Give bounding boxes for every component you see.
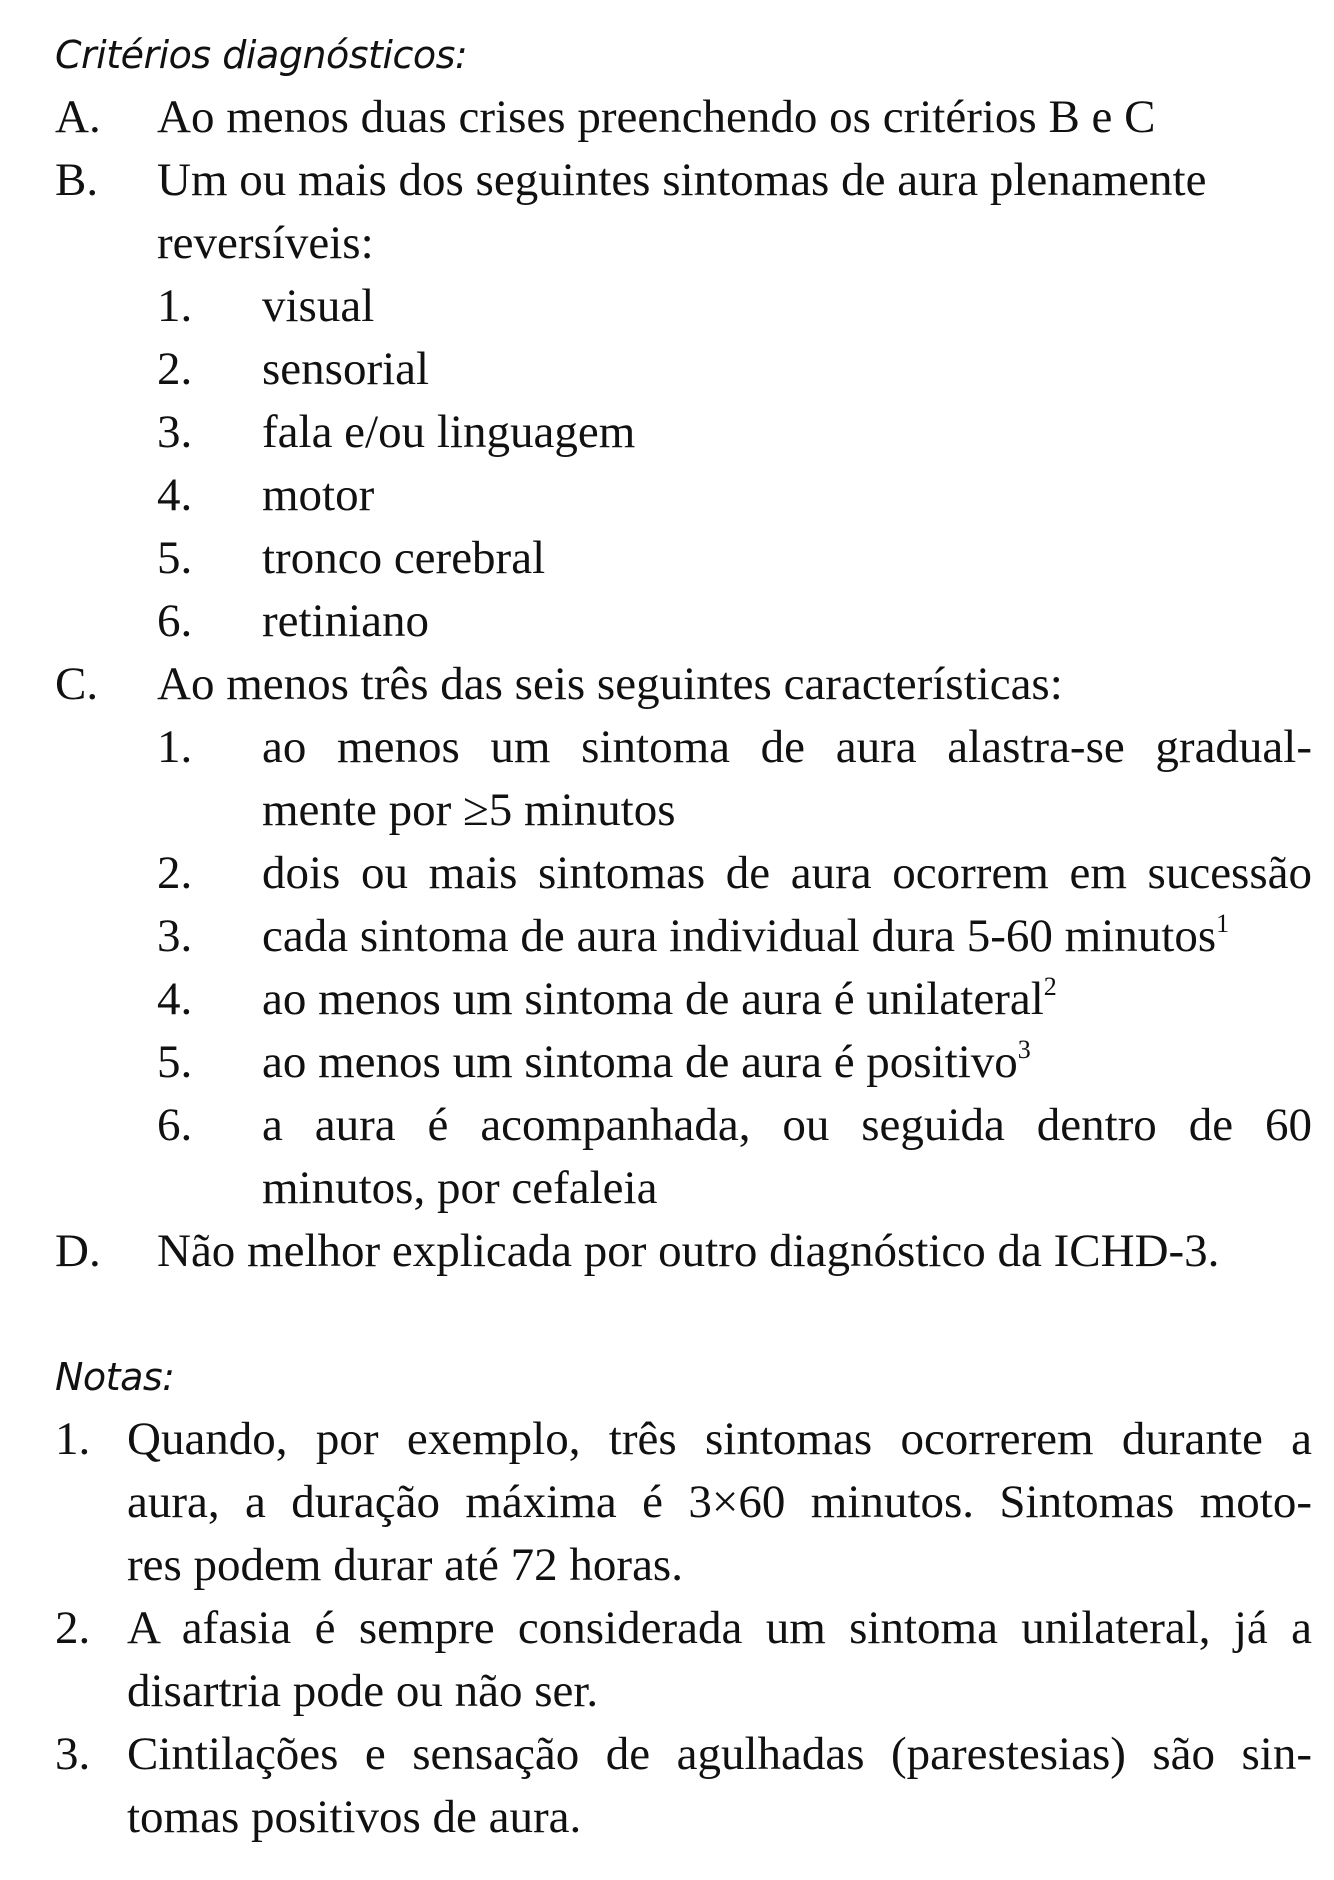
note-line: aura, a duração máxima é 3×60 minutos. Sintomas moto- bbox=[127, 1476, 1312, 1528]
criterion-c-item bbox=[262, 1035, 1031, 1088]
criterion-c-item-num: 5. bbox=[157, 1036, 193, 1088]
criterion-b-item-num: 4. bbox=[157, 469, 193, 521]
footnote-ref: 3 bbox=[1017, 1035, 1031, 1064]
criterion-b-item: tronco cerebral bbox=[262, 532, 546, 584]
criterion-d-text: Não melhor explicada por outro diagnóstico da ICHD-3. bbox=[157, 1225, 1220, 1277]
criterion-a-text: Ao menos duas crises preenchendo os critérios B e C bbox=[157, 91, 1156, 143]
criterion-b-item: fala e/ou linguagem bbox=[262, 406, 636, 458]
criterion-c-item-cont: mente por ≥5 minutos bbox=[262, 784, 676, 836]
note-line: A afasia é sempre considerada um sintoma unilateral, já a bbox=[127, 1602, 1312, 1654]
criterion-b-item: visual bbox=[262, 280, 375, 332]
criterion-b-item-num: 5. bbox=[157, 532, 193, 584]
criterion-b-text-line2: reversíveis: bbox=[157, 217, 374, 269]
footnote-ref: 2 bbox=[1043, 972, 1057, 1001]
criterion-c-item-text: ao menos um sintoma de aura é positivo bbox=[262, 1036, 1018, 1088]
criterion-c-item-num: 2. bbox=[157, 847, 193, 899]
criterion-b-label: B. bbox=[55, 154, 99, 206]
criterion-c-item-text: cada sintoma de aura individual dura 5-60 minutos bbox=[262, 910, 1217, 962]
criterion-c-item-num: 3. bbox=[157, 910, 193, 962]
note-line: tomas positivos de aura. bbox=[127, 1791, 582, 1843]
criterion-c-item: a aura é acompanhada, ou seguida dentro de 60 bbox=[262, 1099, 1312, 1151]
criterion-b-item: retiniano bbox=[262, 595, 430, 647]
note-line: res podem durar até 72 horas. bbox=[127, 1539, 683, 1591]
criterion-a-label: A. bbox=[55, 91, 101, 143]
criterion-b-item: motor bbox=[262, 469, 375, 521]
criterion-c-item-num: 1. bbox=[157, 721, 193, 773]
criterion-c-item-cont: minutos, por cefaleia bbox=[262, 1162, 658, 1214]
criterion-b-item: sensorial bbox=[262, 343, 430, 395]
note-line: disartria pode ou não ser. bbox=[127, 1665, 599, 1717]
note-line: Quando, por exemplo, três sintomas ocorrerem durante a bbox=[127, 1413, 1312, 1465]
criteria-heading: Critérios diagnósticos: bbox=[55, 33, 468, 77]
note-num: 1. bbox=[55, 1413, 91, 1465]
criterion-b-item-num: 2. bbox=[157, 343, 193, 395]
criterion-c-item: dois ou mais sintomas de aura ocorrem em sucessão bbox=[262, 847, 1312, 899]
criterion-b-text-line1: Um ou mais dos seguintes sintomas de aura plenamente bbox=[157, 154, 1207, 206]
criterion-c-item bbox=[262, 909, 1230, 962]
footnote-ref: 1 bbox=[1216, 909, 1230, 938]
criterion-c-item: ao menos um sintoma de aura alastra-se gradual- bbox=[262, 721, 1312, 773]
criterion-c-text: Ao menos três das seis seguintes características: bbox=[157, 658, 1063, 710]
note-num: 2. bbox=[55, 1602, 91, 1654]
criterion-b-item-num: 3. bbox=[157, 406, 193, 458]
criterion-b-item-num: 6. bbox=[157, 595, 193, 647]
note-num: 3. bbox=[55, 1728, 91, 1780]
criterion-c-item-num: 6. bbox=[157, 1099, 193, 1151]
notes-heading: Notas: bbox=[55, 1355, 175, 1399]
note-line: Cintilações e sensação de agulhadas (parestesias) são sin- bbox=[127, 1728, 1312, 1780]
criterion-c-item-num: 4. bbox=[157, 973, 193, 1025]
criterion-d-label: D. bbox=[55, 1225, 101, 1277]
criterion-c-item bbox=[262, 972, 1057, 1025]
criterion-c-item-text: ao menos um sintoma de aura é unilateral bbox=[262, 973, 1044, 1025]
criterion-c-label: C. bbox=[55, 658, 99, 710]
criterion-b-item-num: 1. bbox=[157, 280, 193, 332]
